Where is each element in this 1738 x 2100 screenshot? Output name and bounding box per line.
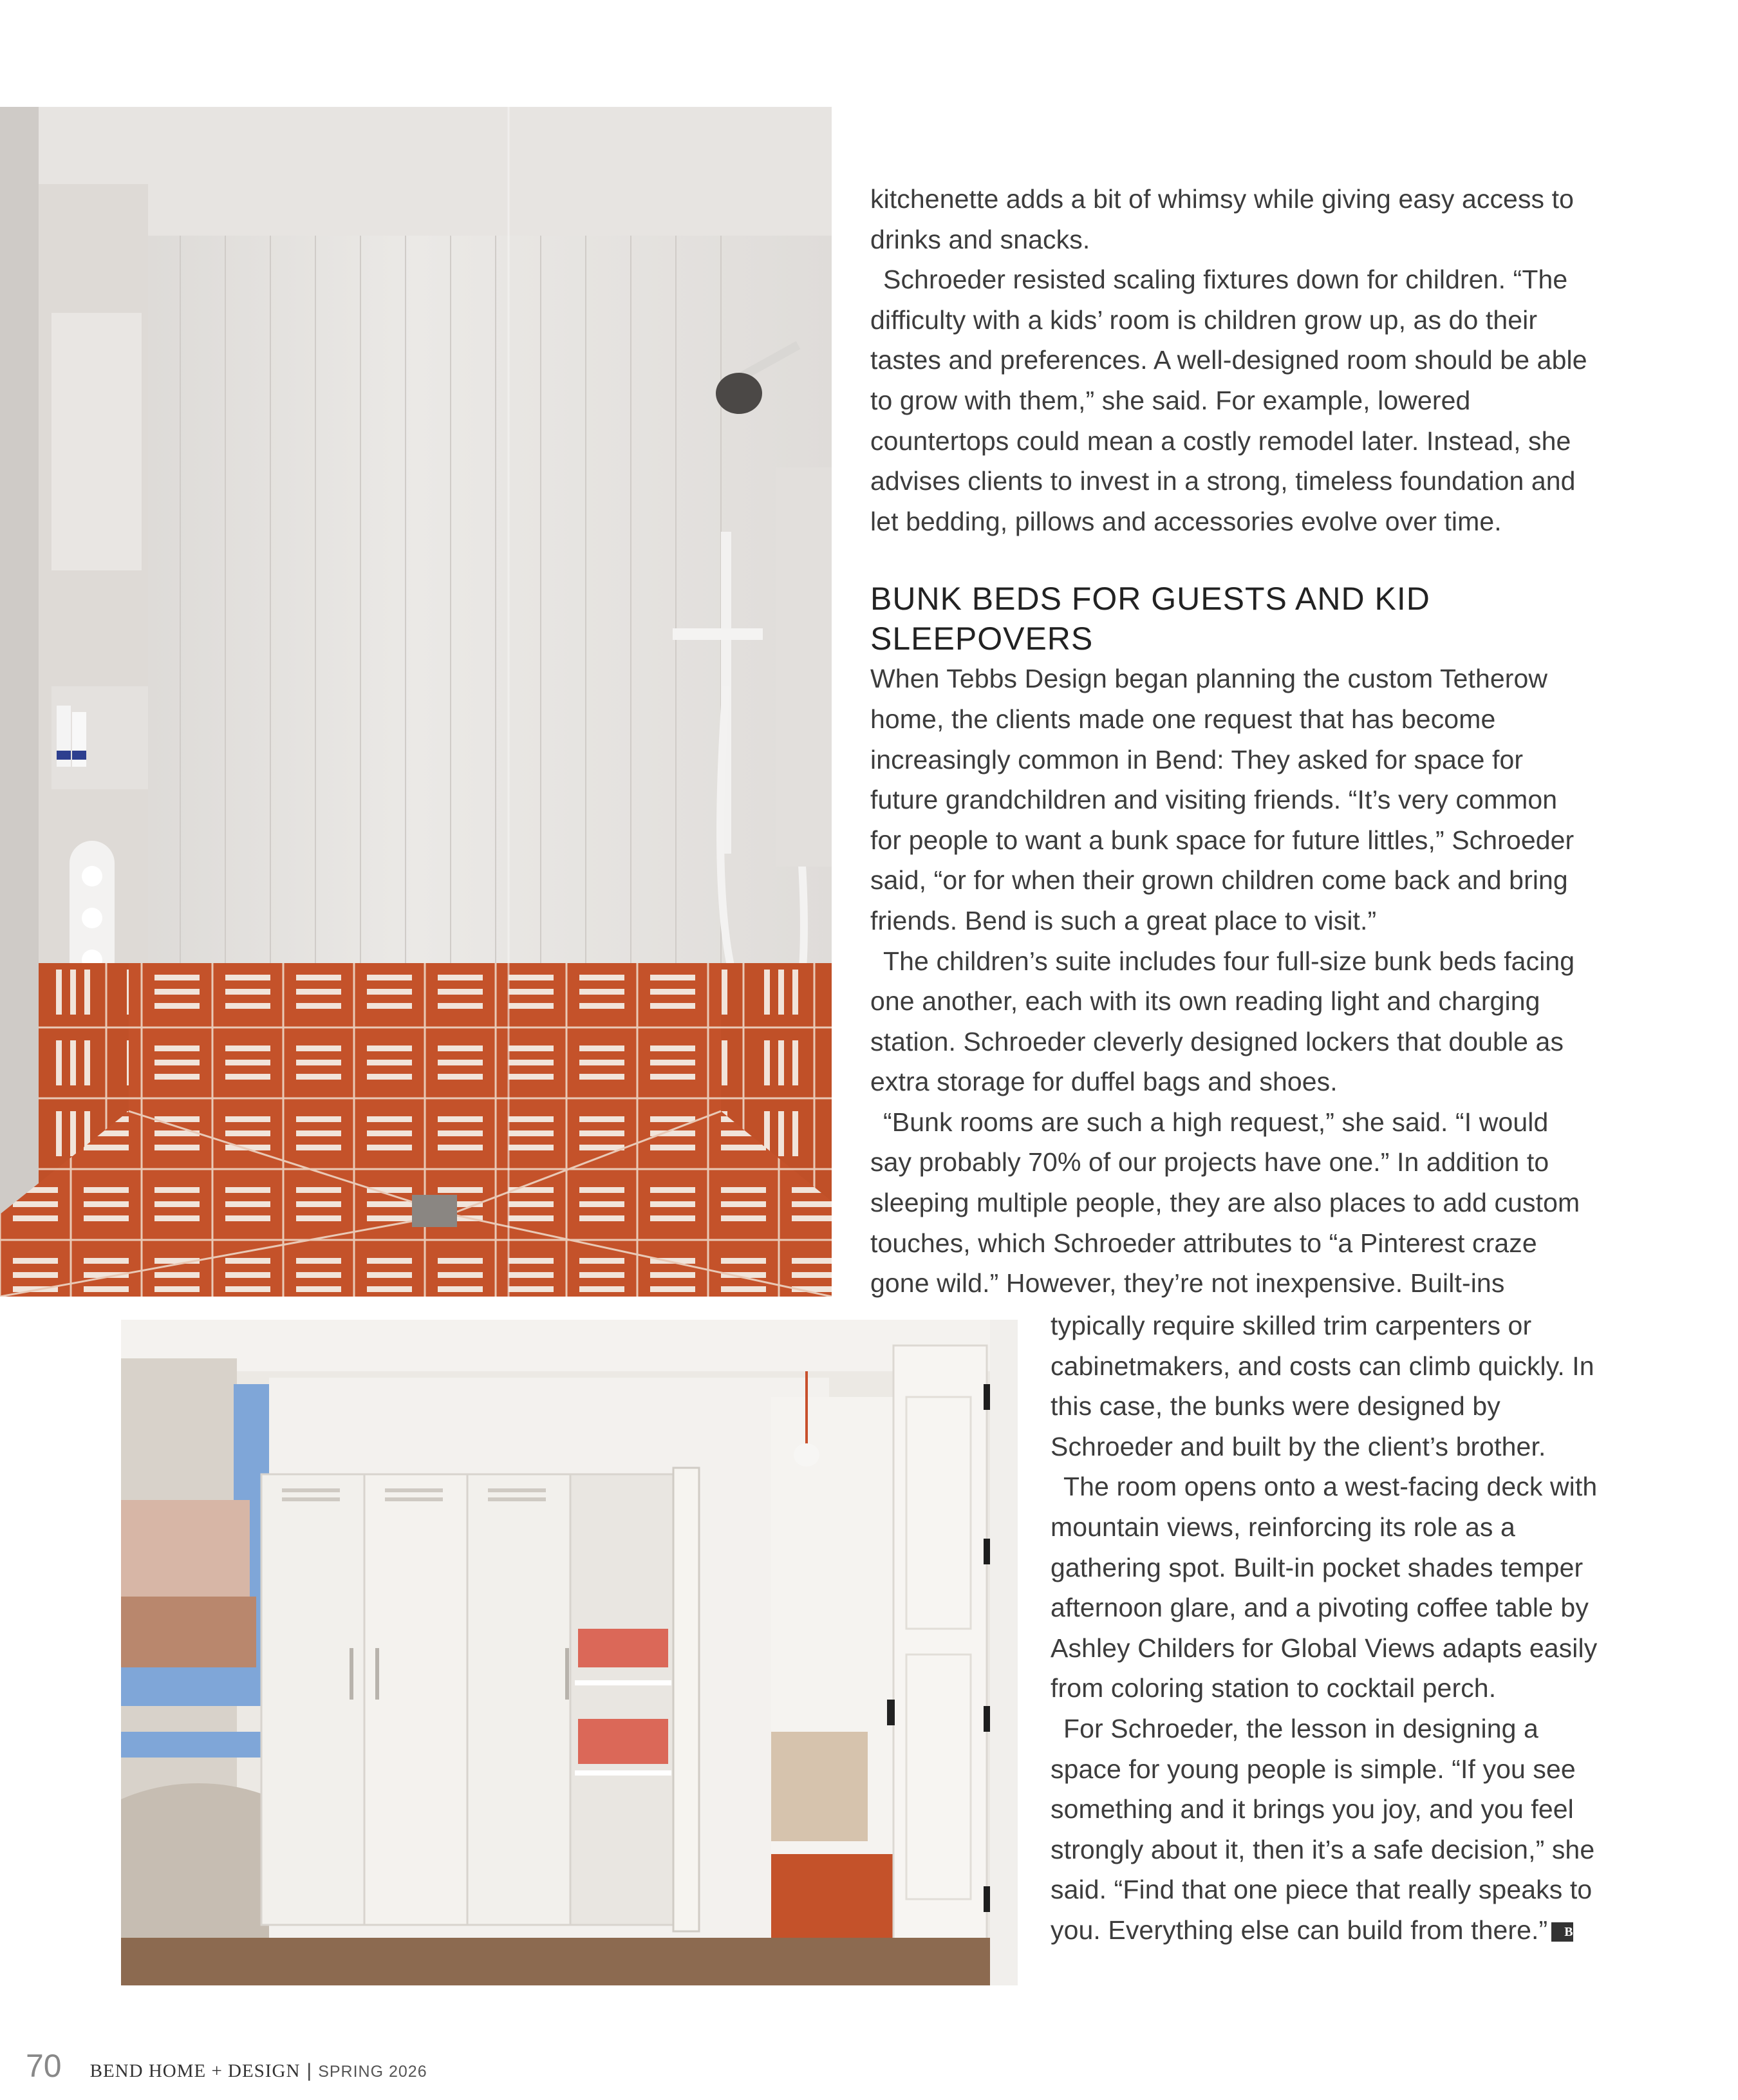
article-paragraph: The children’s suite includes four full-size bunk beds facing one another, each with its own reading light and charging station. Schroeder cleverly designed lockers that double as extra storage for duffel bags and shoes. <box>870 946 1575 1097</box>
footer-separator: | <box>306 2060 312 2081</box>
publication-name: BEND HOME + DESIGN <box>89 2061 301 2081</box>
page-footer <box>26 2047 427 2086</box>
article-column-lower <box>1051 1306 1604 1951</box>
article-paragraph: kitchenette adds a bit of whimsy while giving easy access to drinks and snacks. <box>870 184 1574 254</box>
end-mark-icon: BH <box>1551 1922 1573 1942</box>
article-column-upper <box>870 179 1591 1304</box>
page-number: 70 <box>26 2048 62 2084</box>
article-paragraph: Schroeder resisted scaling fixtures down for children. “The difficulty with a kids’ room is children grow up, as do their tastes and preferences. A well-designed room should be able to grow with them,” she said. For example, lowered countertops could mean a costly remodel later. Instead, she advises clients to invest in a strong, timeless foundation and let bedding, pillows and accessories evolve over time. <box>870 265 1587 536</box>
article-paragraph: typically require skilled trim carpenters or cabinetmakers, and costs can climb quickly. In this case, the bunks were designed by Schroeder and built by the client’s brother. <box>1051 1311 1594 1461</box>
section-heading: BUNK BEDS FOR GUESTS AND KID SLEEPOVERS <box>870 581 1430 657</box>
bunk-room-photo <box>121 1320 1018 1985</box>
article-paragraph: When Tebbs Design began planning the custom Tetherow home, the clients made one request that has become increasingly common in Bend: They asked for space for future grandchildren and visiting friends. “It’s very common for people to want a bunk space for future littles,” Schroeder said, “or for when their grown children come back and bring friends. Bend is such a great place to visit.” <box>870 664 1574 935</box>
article-paragraph-final <box>1051 1709 1604 1951</box>
article-paragraph: “Bunk rooms are such a high request,” she said. “I would say probably 70% of our projects have one.” In addition to sleeping multiple people, they are also places to add custom touches, which Schroeder attributes to “a Pinterest craze gone wild.” However, they’re not inexpensive. Built-ins <box>870 1107 1580 1298</box>
article-paragraph-text: For Schroeder, the lesson in designing a space for young people is simple. “If you see something and it brings you joy, and you feel strongly about it, then it’s a safe decision,” she said. “Find that one piece that really speaks to you. Everything else can build from there.” <box>1051 1713 1595 1945</box>
shower-photo <box>0 107 832 1297</box>
issue-label: SPRING 2026 <box>318 2063 427 2081</box>
article-paragraph: The room opens onto a west-facing deck with mountain views, reinforcing its role as a gathering spot. Built-in pocket shades temper afternoon glare, and a pivoting coffee table by Ashley Childers for Global Views adapts easily from coloring station to cocktail perch. <box>1051 1472 1598 1703</box>
